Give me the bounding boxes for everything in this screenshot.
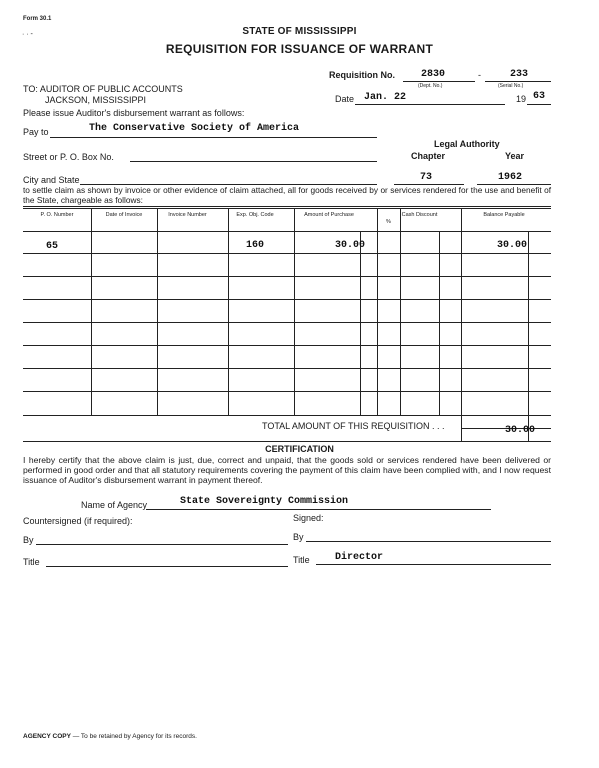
signed-by-line (306, 541, 551, 542)
year-prefix: 19 (516, 94, 527, 104)
col-divider (528, 231, 529, 442)
footer-text: — To be retained by Agency for its records. (72, 733, 197, 740)
col-divider (157, 208, 158, 415)
countersign-by-label: By (23, 535, 34, 545)
certification-heading: CERTIFICATION (265, 444, 334, 454)
col-divider (461, 208, 462, 442)
col-balance-header: Balance Payable (483, 212, 525, 218)
agency-name-label: Name of Agency (81, 500, 148, 510)
countersigned-label: Countersigned (if required): (23, 516, 133, 526)
col-pct-header: % (386, 219, 391, 225)
dept-no-caption: (Dept. No.) (418, 83, 443, 89)
row1-amount: 30.00 (335, 240, 366, 251)
row-line (23, 345, 551, 346)
requisition-dash: - (478, 70, 481, 80)
form-number: Form 30.1 (23, 16, 52, 22)
table-top-border-2 (23, 208, 551, 209)
city-state-label: City and State (23, 175, 80, 185)
col-divider (294, 208, 295, 415)
dept-no-line (403, 81, 475, 82)
col-divider (377, 208, 378, 415)
pay-to-value: The Conservative Society of America (89, 123, 300, 134)
countersign-title-label: Title (23, 557, 40, 567)
requisition-label: Requisition No. (329, 70, 395, 80)
signed-title-line (316, 564, 551, 565)
col-amount-header: Amount of Purchase (304, 212, 354, 218)
row1-po: 65 (46, 241, 59, 252)
col-divider (360, 231, 361, 415)
col-divider (228, 208, 229, 415)
row1-exp-obj: 160 (246, 240, 265, 251)
row-line (23, 391, 551, 392)
serial-no-value: 233 (510, 69, 529, 80)
chapter-label: Chapter (411, 151, 446, 161)
year-label: Year (505, 151, 525, 161)
row-line (23, 415, 551, 416)
row-line (23, 322, 551, 323)
date-line (355, 104, 505, 105)
form-title: REQUISITION FOR ISSUANCE OF WARRANT (165, 42, 434, 56)
state-heading: STATE OF MISSISSIPPI (242, 26, 357, 37)
chapter-value: 73 (420, 172, 433, 183)
year-line (527, 104, 551, 105)
agency-name-value: State Sovereignty Commission (180, 496, 349, 507)
corner-marks: · · - (22, 31, 33, 38)
table-bottom-border (23, 441, 551, 442)
col-divider (400, 208, 401, 415)
col-date-invoice-header: Date of Invoice (105, 212, 143, 218)
row-line (23, 368, 551, 369)
col-cash-discount-header: Cash Discount (401, 212, 438, 218)
settle-text: to settle claim as shown by invoice or other evidence of claim attached, all for goods received by or services rendered for the use and benefit of the State, chargeable as follows: (23, 185, 551, 205)
signed-title-label: Title (293, 555, 310, 565)
certification-text: I hereby certify that the above claim is just, due, correct and unpaid, that the goods sold or services rendered have been delivered or performed in good order and that all statutory requirements covering the payment of this claim have been complied with, and I now request issuance of Auditor's disbursement warrant in payment thereof. (23, 455, 551, 485)
legal-year-value: 1962 (498, 172, 523, 183)
signed-label: Signed: (293, 513, 324, 523)
date-label: Date (335, 94, 355, 104)
countersign-by-line (36, 544, 288, 545)
serial-no-line (485, 81, 551, 82)
year-value: 63 (533, 91, 546, 102)
row-line (23, 299, 551, 300)
col-divider (439, 231, 440, 415)
total-label: TOTAL AMOUNT OF THIS REQUISITION . . . (262, 421, 445, 431)
footer-note (23, 733, 197, 740)
footer-agency-copy: AGENCY COPY (23, 733, 71, 740)
pay-to-label: Pay to (23, 127, 49, 137)
instruction-text: Please issue Auditor's disbursement warrant as follows: (23, 108, 245, 118)
row1-balance: 30.00 (497, 240, 528, 251)
legal-authority-label: Legal Authority (434, 139, 500, 149)
signed-title-value: Director (335, 552, 384, 563)
addressee-line1: TO: AUDITOR OF PUBLIC ACCOUNTS (23, 84, 183, 94)
street-label: Street or P. O. Box No. (23, 152, 114, 162)
date-value: Jan. 22 (364, 92, 407, 103)
col-exp-obj-header: Exp. Obj. Code (236, 212, 274, 218)
col-divider (91, 208, 92, 415)
countersign-title-line (46, 566, 288, 567)
addressee-line2: JACKSON, MISSISSIPPI (45, 95, 147, 105)
agency-name-line (146, 509, 491, 510)
total-value: 30.00 (505, 425, 536, 436)
row-line (23, 253, 551, 254)
pay-to-line (50, 137, 377, 138)
signed-by-label: By (293, 532, 304, 542)
col-invoice-number-header: Invoice Number (168, 212, 207, 218)
dept-no-value: 2830 (421, 69, 446, 80)
street-line (130, 161, 377, 162)
serial-no-caption: (Serial No.) (498, 83, 524, 89)
row-line (23, 276, 551, 277)
table-top-border (23, 206, 551, 207)
table-header-bottom (23, 231, 551, 232)
col-po-header: P. O. Number (40, 212, 74, 218)
